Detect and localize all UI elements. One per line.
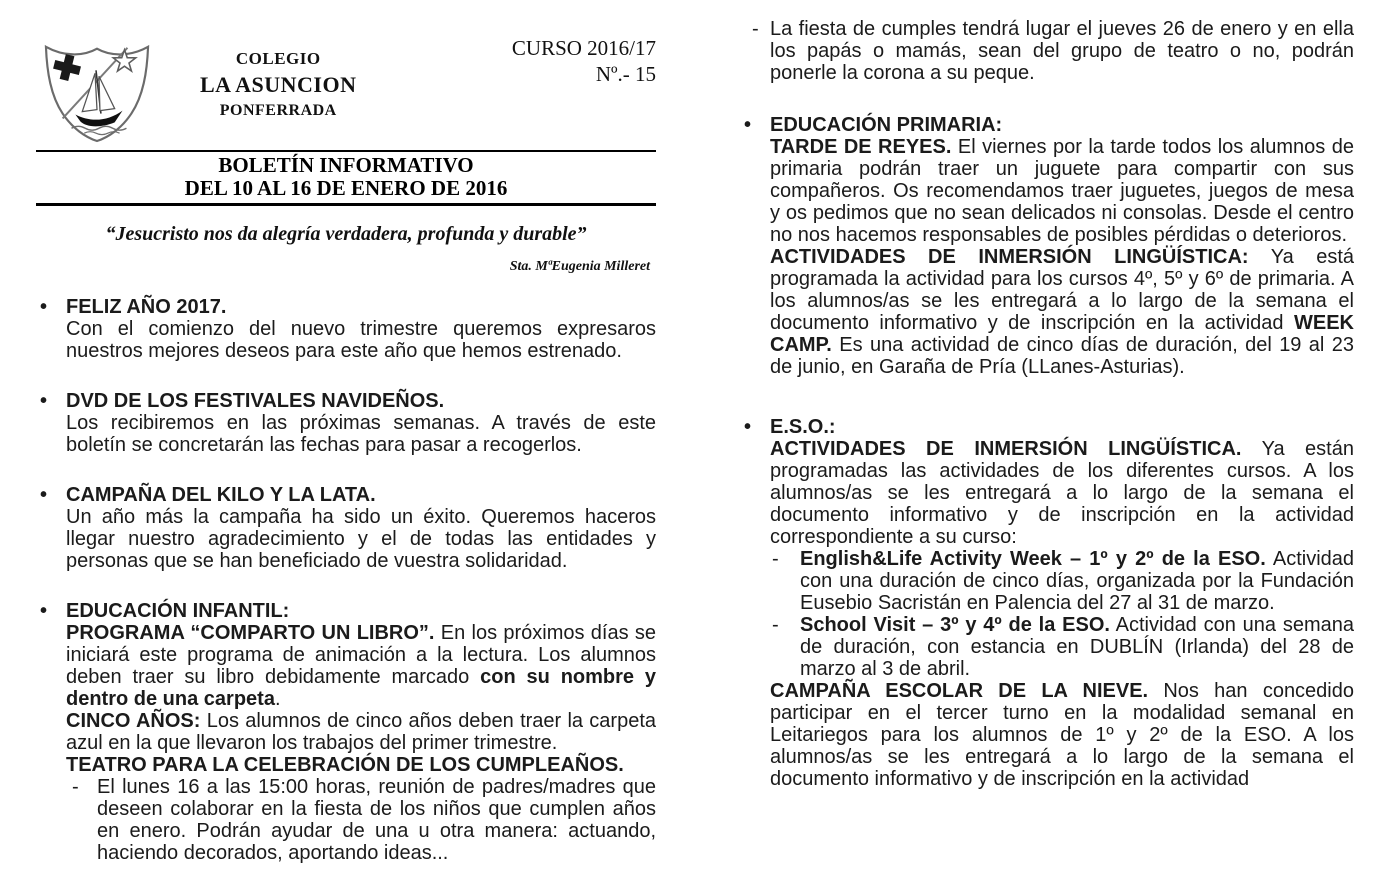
paragraph-text: Actividad con una duración de cinco días, organizada por la Fundación Eusebio Sacristán en Palencia del 27 al 31 de marzo. [800, 548, 1355, 614]
bullet-item-eso [740, 416, 1354, 790]
paragraph-tarde-reyes [770, 136, 1354, 246]
dash-item-reunion [66, 776, 656, 864]
school-name-block [200, 49, 356, 120]
dash-item-school-visit [770, 614, 1354, 680]
dash-item-english-life [770, 548, 1354, 614]
paragraph-text-end: . [274, 688, 281, 710]
paragraph-lead: CAMPAÑA ESCOLAR DE LA NIEVE. [770, 680, 1149, 702]
bullet-icon: • [744, 416, 752, 438]
paragraph-lead: English&Life Activity Week – 1º y 2º de la ESO. [800, 548, 1266, 570]
bullet-icon: • [40, 296, 48, 318]
bullet-item-dvd-festivales [36, 390, 656, 456]
paragraph-text: En los próximos días se iniciará este programa de animación a la lectura. Los alumnos deben traer su libro debidamente marcado [66, 622, 656, 688]
bullet-item-educacion-infantil [36, 600, 656, 864]
item-content [66, 296, 656, 362]
bullet-icon: • [40, 390, 48, 412]
paragraph-lead: PROGRAMA “COMPARTO UN LIBRO”. [66, 622, 435, 644]
paragraph-programa [66, 622, 656, 710]
item-content [66, 484, 656, 572]
paragraph-text: Ya está programada la actividad para los cursos 4º, 5º y 6º de primaria. A los alumnos/as se les entregará a lo largo de la semana el documento informativo y de inscripción en la actividad [770, 246, 1355, 334]
header [36, 35, 656, 143]
dash-item-text: El lunes 16 a las 15:00 horas, reunión de padres/madres que deseen colaborar en la fiesta de los niños que cumplen años en enero. Podrán ayudar de una u otra manera: actuando, haciendo decorados, aportando ideas... [97, 776, 656, 864]
dash-icon: - [752, 18, 759, 40]
paragraph-lead: TARDE DE REYES. [770, 136, 952, 158]
paragraph-text: El viernes por la tarde todos los alumnos de primaria podrán traer un juguete para compartir con sus compañeros. Os recomendamos traer juguetes, juegos de mesa y os pedimos que no sean delicados ni consolas. Desde el centro no nos hacemos responsables de posibles pérdidas o deterioros. [770, 136, 1354, 246]
dash-icon: - [772, 548, 779, 570]
course-label: CURSO 2016/17 [511, 36, 656, 60]
item-title: EDUCACIÓN INFANTIL: [66, 600, 290, 622]
paragraph-lead: School Visit – 3º y 4º de la ESO. [800, 614, 1110, 636]
paragraph-text: Actividad con una semana de duración, con estancia en DUBLÍN (Irlanda) del 28 de marzo al 3 de abril. [800, 614, 1355, 680]
school-name-line1: COLEGIO [235, 49, 321, 68]
left-items [36, 296, 656, 864]
paragraph-lead: ACTIVIDADES DE INMERSIÓN LINGÜÍSTICA: [770, 246, 1249, 268]
paragraph-bold-text: con su nombre y dentro de una carpeta [66, 666, 657, 710]
item-title: EDUCACIÓN PRIMARIA: [770, 114, 1003, 136]
item-title: DVD DE LOS FESTIVALES NAVIDEÑOS. [66, 390, 445, 412]
school-name-line2: LA ASUNCION [200, 72, 357, 97]
subheading-teatro: TEATRO PARA LA CELEBRACIÓN DE LOS CUMPLEAÑOS. [66, 754, 624, 776]
item-title: FELIZ AÑO 2017. [66, 296, 227, 318]
masthead-title-line2: DEL 10 AL 16 DE ENERO DE 2016 [184, 176, 508, 200]
paragraph-text: Nos han concedido participar en el tercer turno en la modalidad semanal en Leitariegos para los alumnos de 1º y 2º de la ESO. A los alumnos/as se les entregará a lo largo de la semana el documento informativo y de inscripción en la actividad [770, 680, 1354, 790]
item-content [66, 600, 656, 864]
shield-sailboat-icon [36, 35, 158, 143]
paragraph-text-end: Es una actividad de cinco días de duración, del 19 al 23 de junio, en Garaña de Pría (LLanes-Asturias). [770, 334, 1354, 378]
quote-attribution: Sta. MªEugenia Milleret [509, 259, 650, 274]
dash-icon: - [72, 776, 79, 798]
bullet-icon: • [744, 114, 752, 136]
bullet-icon: • [40, 484, 48, 506]
item-text: Con el comienzo del nuevo trimestre queremos expresaros nuestros mejores deseos para este año que hemos estrenado. [66, 318, 656, 362]
paragraph-bold-text: WEEK CAMP. [770, 312, 1354, 356]
item-title: E.S.O.: [770, 416, 836, 438]
masthead [36, 150, 656, 206]
left-column [36, 0, 656, 864]
item-text: Los recibiremos en las próximas semanas. A través de este boletín se concretarán las fechas para pasar a recogerlos. [66, 412, 656, 456]
school-crest-logo [36, 35, 158, 143]
item-content [770, 114, 1354, 378]
dash-item-text [800, 614, 1354, 680]
masthead-title-line1: BOLETÍN INFORMATIVO [218, 153, 474, 177]
quote-text: “Jesucristo nos da alegría verdadera, profunda y durable” [105, 223, 587, 245]
paragraph-inmersion-eso [770, 438, 1354, 548]
paragraph-inmersion-primaria [770, 246, 1354, 378]
bullet-item-feliz-ano [36, 296, 656, 362]
paragraph-cinco-anos [66, 710, 656, 754]
course-info [512, 35, 656, 87]
dash-item-text: La fiesta de cumples tendrá lugar el jueves 26 de enero y en ella los papás o mamás, sean del grupo de teatro o no, podrán ponerle la corona a su peque. [770, 18, 1354, 84]
item-title: CAMPAÑA DEL KILO Y LA LATA. [66, 484, 376, 506]
paragraph-text: Los alumnos de cinco años deben traer la carpeta azul en la que llevaron los trabajos del primer trimestre. [66, 710, 657, 754]
paragraph-lead: ACTIVIDADES DE INMERSIÓN LINGÜÍSTICA. [770, 438, 1242, 460]
dash-item-text [800, 548, 1354, 614]
paragraph-campana-nieve [770, 680, 1354, 790]
bullet-icon: • [40, 600, 48, 622]
dash-item-fiesta-cumples [740, 18, 1354, 84]
item-content [66, 390, 656, 456]
paragraph-lead: CINCO AÑOS: [66, 710, 201, 732]
paragraph-text: Ya están programadas las actividades de los diferentes cursos. A los alumnos/as se les entregará a lo largo de la semana el documento informativo y de inscripción en la actividad correspondiente a su curso: [770, 438, 1354, 548]
bullet-item-campana-kilo-lata [36, 484, 656, 572]
issue-number: Nº.- 15 [595, 62, 656, 86]
item-text: Un año más la campaña ha sido un éxito. Queremos haceros llegar nuestro agradecimiento y el de todas las entidades y personas que se han beneficiado de vuestra solidaridad. [66, 506, 656, 572]
right-column [740, 0, 1354, 790]
dash-icon: - [772, 614, 779, 636]
item-content [770, 416, 1354, 790]
school-name-line3: PONFERRADA [219, 102, 337, 119]
bullet-item-educacion-primaria [740, 114, 1354, 378]
